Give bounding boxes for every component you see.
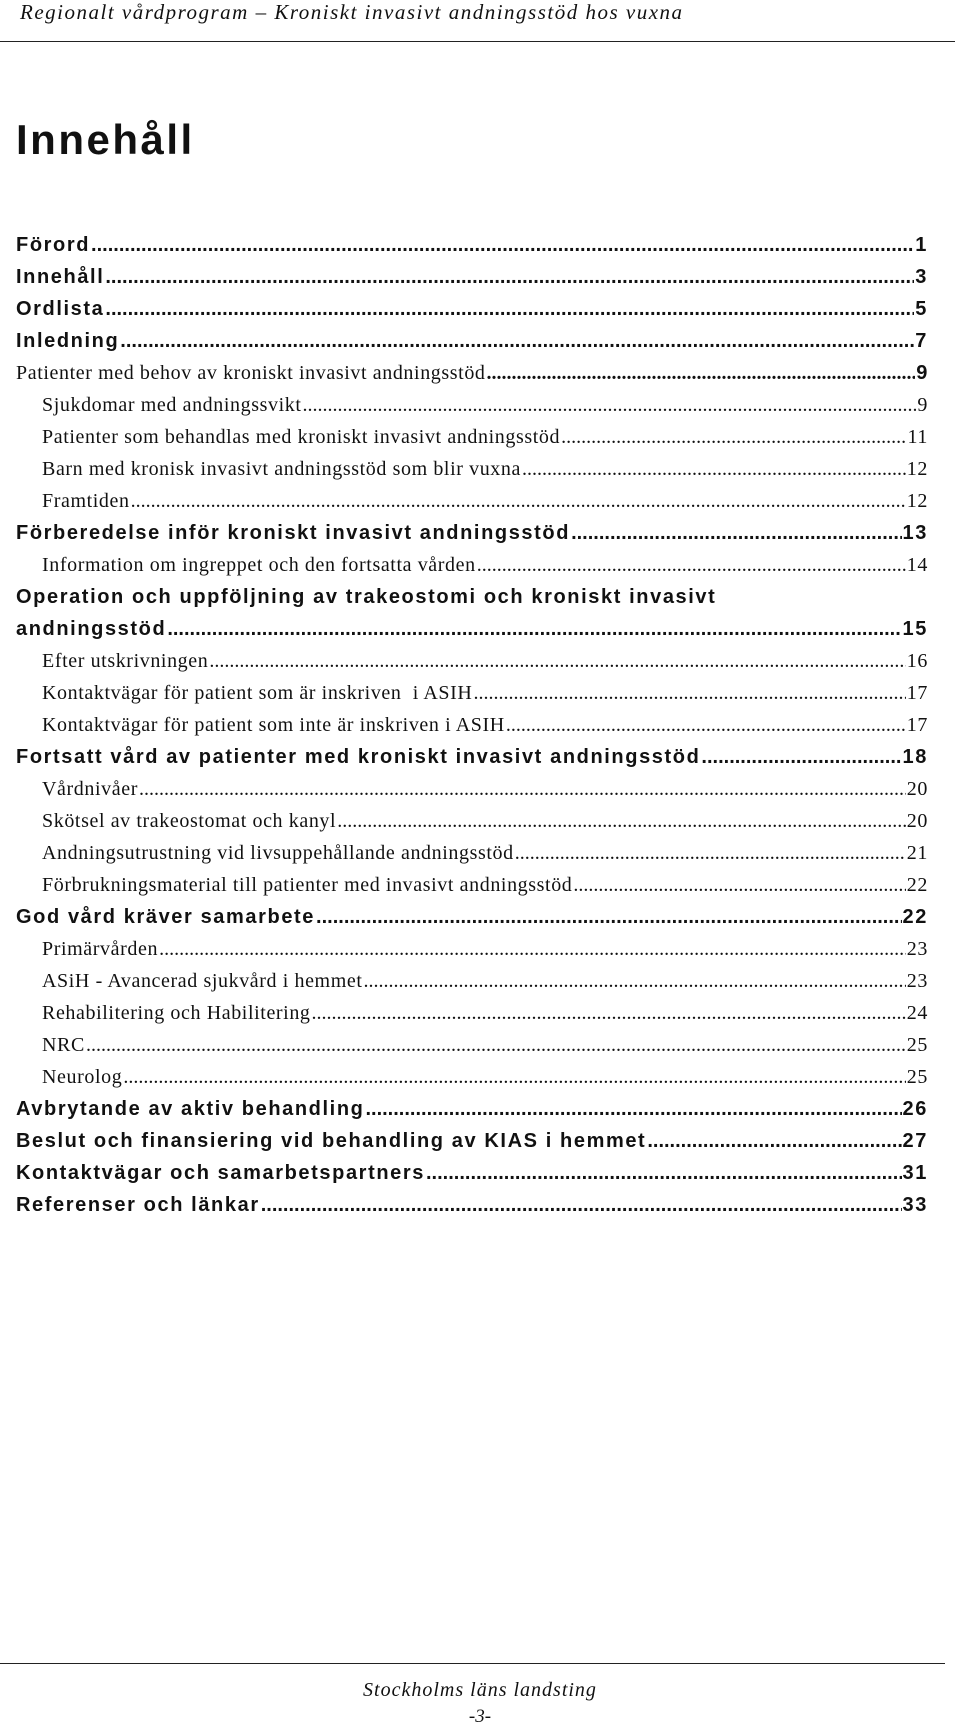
toc-entry-neurolog[interactable]: Neurolog ..... 25 [42, 1064, 928, 1090]
toc-entry-information[interactable]: Information om ingreppet och den fortsatta vården ..... 14 [42, 552, 928, 578]
footer-rule [0, 1663, 945, 1664]
toc-entry-patienter-med-behov[interactable]: Patienter med behov av kroniskt invasivt andningsstöd ..... 9 [16, 360, 928, 386]
toc-entry-primarvarden[interactable]: Primärvården ..... 23 [42, 936, 928, 962]
toc-entry-referenser[interactable]: Referenser och länkar ..... 33 [16, 1192, 928, 1218]
toc-entry-barn[interactable]: Barn med kronisk invasivt andningsstöd som blir vuxna ..... 12 [42, 456, 928, 482]
toc-entry-avbrytande[interactable]: Avbrytande av aktiv behandling ..... 26 [16, 1096, 928, 1122]
header-rule [0, 41, 955, 42]
running-header: Regionalt vårdprogram – Kroniskt invasivt andningsstöd hos vuxna [20, 0, 684, 24]
toc-entry-vardnivaer[interactable]: Vårdnivåer ..... 20 [42, 776, 928, 802]
toc-entry-operation[interactable]: andningsstöd ..... 15 [16, 616, 928, 642]
toc-entry-sjukdomar[interactable]: Sjukdomar med andningssvikt ..... 9 [42, 392, 928, 418]
toc-entry-kontaktvagar-samarbetspartners[interactable]: Kontaktvägar och samarbetspartners ..... 31 [16, 1160, 928, 1186]
toc-entry-forord[interactable]: Förord ..... 1 [16, 232, 928, 258]
footer-organization: Stockholms läns landsting [363, 1679, 597, 1701]
footer-page-number: -3- [468, 1706, 492, 1727]
toc-entry-ordlista[interactable]: Ordlista ..... 5 [16, 296, 928, 322]
toc-entry-beslut[interactable]: Beslut och finansiering vid behandling av KIAS i hemmet ..... 27 [16, 1128, 928, 1154]
toc-entry-kontaktvagar-inte-inskriven[interactable]: Kontaktvägar för patient som inte är inskriven i ASIH ..... 17 [42, 712, 928, 738]
toc-entry-patienter-som-behandlas[interactable]: Patienter som behandlas med kroniskt invasivt andningsstöd ..... 11 [42, 424, 928, 450]
toc-entry-efter-utskrivningen[interactable]: Efter utskrivningen ..... 16 [42, 648, 928, 674]
toc-entry-god-vard[interactable]: God vård kräver samarbete ..... 22 [16, 904, 928, 930]
toc-entry-andningsutrustning[interactable]: Andningsutrustning vid livsuppehållande andningsstöd ..... 21 [42, 840, 928, 866]
toc-entry-innehall[interactable]: Innehåll ..... 3 [16, 264, 928, 290]
toc-entry-kontaktvagar-inskriven[interactable]: Kontaktvägar för patient som är inskriven i ASIH ..... 17 [42, 680, 928, 706]
toc-entry-forberedelse[interactable]: Förberedelse inför kroniskt invasivt andningsstöd ..... 13 [16, 520, 928, 546]
page-title: Innehåll [16, 116, 195, 163]
toc-entry-nrc[interactable]: NRC ..... 25 [42, 1032, 928, 1058]
toc-entry-fortsatt-vard[interactable]: Fortsatt vård av patienter med kroniskt invasivt andningsstöd ..... 18 [16, 744, 928, 770]
toc-entry-forbrukningsmaterial[interactable]: Förbrukningsmaterial till patienter med invasivt andningsstöd ..... 22 [42, 872, 928, 898]
toc-entry-asih[interactable]: ASiH - Avancerad sjukvård i hemmet ..... 23 [42, 968, 928, 994]
toc-entry-framtiden[interactable]: Framtiden ..... 12 [42, 488, 928, 514]
toc-entry-inledning[interactable]: Inledning ..... 7 [16, 328, 928, 354]
toc-entry-skotsel[interactable]: Skötsel av trakeostomat och kanyl ..... 20 [42, 808, 928, 834]
toc-entry-rehabilitering[interactable]: Rehabilitering och Habilitering ..... 24 [42, 1000, 928, 1026]
toc-entry-operation-line1[interactable]: Operation och uppföljning av trakeostomi och kroniskt invasivt [16, 586, 717, 608]
